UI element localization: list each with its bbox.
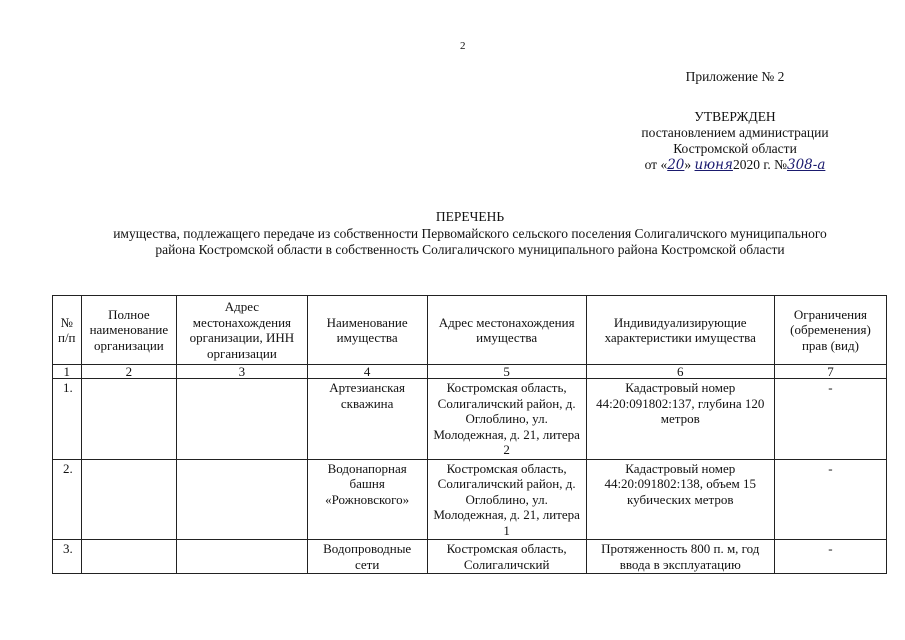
- column-number: 3: [177, 365, 307, 379]
- table-row: [53, 379, 887, 460]
- date-prefix: от «: [644, 157, 668, 172]
- column-number: 5: [427, 365, 586, 379]
- header-address: Адрес местонахождения имущества: [427, 296, 586, 365]
- row-name: Водопроводные сети: [307, 540, 427, 574]
- row-restrictions: -: [774, 379, 886, 460]
- row-characteristics: Протяженность 800 п. м, год ввода в эксплуатацию: [586, 540, 774, 574]
- row-num: 1.: [53, 379, 82, 460]
- row-name: Артезианская скважина: [307, 379, 427, 460]
- table-row: [53, 459, 887, 540]
- heading-title: ПЕРЕЧЕНЬ: [435, 209, 505, 224]
- table-header-row: [53, 296, 887, 365]
- header-org-address: Адрес местонахождения организации, ИНН организации: [177, 296, 307, 365]
- row-characteristics: Кадастровый номер 44:20:091802:138, объем 15 кубических метров: [586, 459, 774, 540]
- date-mid: »: [684, 157, 695, 172]
- row-restrictions: -: [774, 459, 886, 540]
- table-row: [53, 540, 887, 574]
- column-number: 4: [307, 365, 427, 379]
- header-characteristics: Индивидуализирующие характеристики имущества: [586, 296, 774, 365]
- row-org: [81, 540, 177, 574]
- approval-line-1: постановлением администрации: [641, 125, 829, 140]
- document-heading: [95, 209, 845, 259]
- row-characteristics: Кадастровый номер 44:20:091802:137, глубина 120 метров: [586, 379, 774, 460]
- row-address: Костромская область, Солигаличский район, д. Оглоблино, ул. Молодежная, д. 21, литера 2: [427, 379, 586, 460]
- approved-label: УТВЕРЖДЕН: [694, 109, 776, 124]
- row-restrictions: -: [774, 540, 886, 574]
- column-number-row: [53, 365, 887, 379]
- property-table: [52, 295, 887, 574]
- header-restrictions: Ограничения (обременения) прав (вид): [774, 296, 886, 365]
- row-address: Костромская область, Солигаличский: [427, 540, 586, 574]
- row-num: 3.: [53, 540, 82, 574]
- row-org: [81, 459, 177, 540]
- approval-line-2: Костромской области: [673, 141, 797, 156]
- column-number: 6: [586, 365, 774, 379]
- header-org: Полное наименование организации: [81, 296, 177, 365]
- row-org-address: [177, 459, 307, 540]
- page-number: 2: [460, 40, 466, 52]
- column-number: 7: [774, 365, 886, 379]
- header-num: № п/п: [53, 296, 82, 365]
- row-address: Костромская область, Солигаличский район, д. Оглоблино, ул. Молодежная, д. 21, литера 1: [427, 459, 586, 540]
- document-number: 308-а: [786, 157, 826, 173]
- date-year: 2020 г. №: [732, 157, 787, 172]
- date-day: 20: [667, 157, 685, 173]
- row-org-address: [177, 379, 307, 460]
- row-org: [81, 379, 177, 460]
- row-org-address: [177, 540, 307, 574]
- column-number: 1: [53, 365, 82, 379]
- heading-subtitle: имущества, подлежащего передаче из собственности Первомайского сельского поселения Солигаличского муниципального района Костромской области в собственность Солигаличского муниципального района Костромской области: [113, 225, 827, 257]
- approval-block: [570, 109, 900, 173]
- column-number: 2: [81, 365, 177, 379]
- appendix-title: Приложение № 2: [685, 69, 785, 84]
- header-name: Наименование имущества: [307, 296, 427, 365]
- row-num: 2.: [53, 459, 82, 540]
- approval-date-line: [570, 157, 900, 173]
- row-name: Водонапорная башня «Рожновского»: [307, 459, 427, 540]
- date-month: июня: [694, 157, 733, 173]
